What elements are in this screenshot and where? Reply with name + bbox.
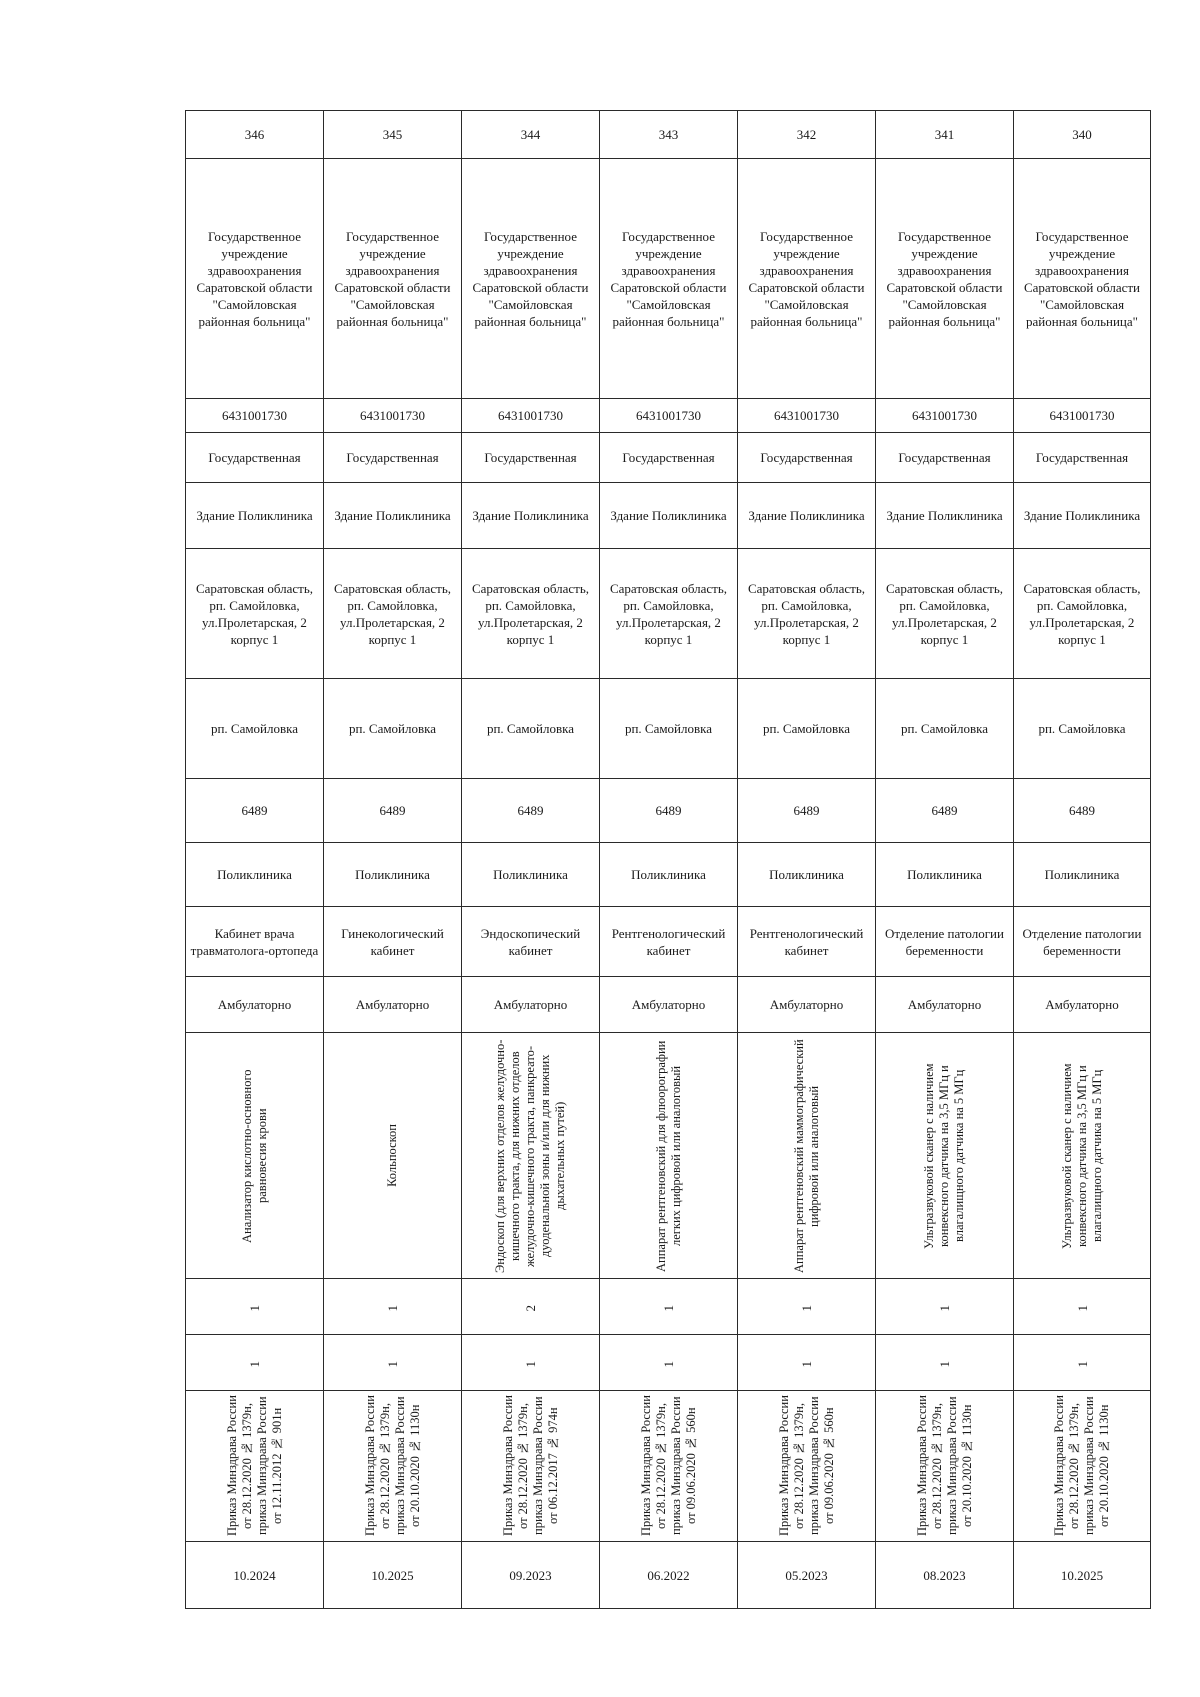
cell-inn: 6431001730 [738,399,876,433]
equipment-text: Ультразвуковой сканер с наличием конвексного датчика на 3,5 МГц и влагалищного датчика на 5 МГц [922,1062,966,1249]
cell-organization: Государственное учреждение здравоохранения Саратовской области "Самойловская районная больница" [738,159,876,399]
row-quantity-a [186,1279,1151,1335]
quantity-a-text: 1 [1074,1304,1090,1311]
cell-population: 6489 [186,779,324,843]
cell-number: 346 [186,111,324,159]
row-number [186,111,1151,159]
cell-ownership: Государственная [324,433,462,483]
cell-unit: Поликлиника [1014,843,1151,907]
cell-equipment [1014,1033,1151,1279]
cell-quantity-a [1014,1279,1151,1335]
cell-date: 05.2023 [738,1542,876,1609]
cell-inn: 6431001730 [876,399,1014,433]
cell-inn: 6431001730 [324,399,462,433]
order-text: Приказ Минздрава России от 28.12.2020 № 1379н, приказ Минздрава России от 06.12.2017 № 974н [500,1395,560,1537]
row-address [186,549,1151,679]
quantity-a-text: 1 [937,1304,952,1311]
order-text: Приказ Минздрава России от 28.12.2020 № 1379н, приказ Минздрава России от 09.06.2020 № 560н [776,1395,836,1537]
cell-population: 6489 [462,779,600,843]
row-locality [186,679,1151,779]
order-text: Приказ Минздрава России от 28.12.2020 № 1379н, приказ Минздрава России от 20.10.2020 № 1130н [1052,1395,1111,1537]
cell-building: Здание Поликлиника [462,483,600,549]
cell-order [600,1391,738,1542]
cell-equipment [462,1033,600,1279]
cell-building: Здание Поликлиника [324,483,462,549]
cell-number: 344 [462,111,600,159]
cell-department: Гинекологический кабинет [324,907,462,977]
cell-quantity-b [876,1335,1014,1391]
cell-quantity-a [462,1279,600,1335]
cell-equipment [600,1033,738,1279]
cell-population: 6489 [1014,779,1151,843]
cell-care-type: Амбулаторно [1014,977,1151,1033]
cell-care-type: Амбулаторно [324,977,462,1033]
cell-address: Саратовская область, рп. Самойловка, ул.Пролетарская, 2 корпус 1 [1014,549,1151,679]
cell-locality: рп. Самойловка [324,679,462,779]
cell-department: Рентгенологический кабинет [738,907,876,977]
cell-address: Саратовская область, рп. Самойловка, ул.Пролетарская, 2 корпус 1 [738,549,876,679]
cell-organization: Государственное учреждение здравоохранения Саратовской области "Самойловская районная больница" [876,159,1014,399]
cell-equipment [876,1033,1014,1279]
cell-building: Здание Поликлиника [876,483,1014,549]
row-order [186,1391,1151,1542]
cell-building: Здание Поликлиника [600,483,738,549]
quantity-b-text: 1 [937,1360,952,1367]
cell-ownership: Государственная [1014,433,1151,483]
cell-organization: Государственное учреждение здравоохранения Саратовской области "Самойловская районная больница" [462,159,600,399]
cell-ownership: Государственная [876,433,1014,483]
row-equipment [186,1033,1151,1279]
cell-inn: 6431001730 [462,399,600,433]
cell-care-type: Амбулаторно [462,977,600,1033]
cell-population: 6489 [324,779,462,843]
cell-unit: Поликлиника [186,843,324,907]
quantity-b-text: 1 [523,1360,538,1367]
order-text: Приказ Минздрава России от 28.12.2020 № 1379н, приказ Минздрава России от 12.11.2012 № 901н [224,1395,284,1537]
quantity-b-text: 1 [799,1360,814,1367]
cell-order [186,1391,324,1542]
equipment-text: Эндоскоп (для верхних отделов желудочно- кишечного тракта, для нижних отделов желудочно-кишечного тракта, панкреато-дуоденальной зоны и/или для нижних дыхательных путей) [493,1038,567,1273]
quantity-b-text: 1 [385,1360,400,1367]
cell-organization: Государственное учреждение здравоохранения Саратовской области "Самойловская районная больница" [186,159,324,399]
cell-quantity-b [324,1335,462,1391]
quantity-a-text: 2 [523,1304,538,1311]
row-inn [186,399,1151,433]
row-date [186,1542,1151,1609]
cell-quantity-b [600,1335,738,1391]
cell-equipment [738,1033,876,1279]
cell-care-type: Амбулаторно [186,977,324,1033]
row-population [186,779,1151,843]
quantity-a-text: 1 [385,1304,400,1311]
cell-equipment [186,1033,324,1279]
cell-ownership: Государственная [600,433,738,483]
cell-organization: Государственное учреждение здравоохранения Саратовской области "Самойловская районная больница" [600,159,738,399]
cell-unit: Поликлиника [738,843,876,907]
cell-care-type: Амбулаторно [876,977,1014,1033]
cell-inn: 6431001730 [600,399,738,433]
cell-locality: рп. Самойловка [186,679,324,779]
cell-organization: Государственное учреждение здравоохранения Саратовской области "Самойловская районная больница" [324,159,462,399]
cell-quantity-b [462,1335,600,1391]
cell-date: 08.2023 [876,1542,1014,1609]
cell-quantity-b [186,1335,324,1391]
cell-unit: Поликлиника [324,843,462,907]
row-department [186,907,1151,977]
cell-quantity-a [186,1279,324,1335]
order-text: Приказ Минздрава России от 28.12.2020 № 1379н, приказ Минздрава России от 09.06.2020 № 560н [638,1395,698,1537]
row-unit [186,843,1151,907]
cell-inn: 6431001730 [1014,399,1151,433]
equipment-text: Анализатор кислотно-основного равновесия крови [239,1068,269,1243]
cell-order [1014,1391,1151,1542]
cell-order [876,1391,1014,1542]
row-ownership [186,433,1151,483]
cell-building: Здание Поликлиника [1014,483,1151,549]
cell-quantity-a [324,1279,462,1335]
quantity-a-text: 1 [799,1304,814,1311]
cell-unit: Поликлиника [462,843,600,907]
cell-ownership: Государственная [186,433,324,483]
cell-address: Саратовская область, рп. Самойловка, ул.Пролетарская, 2 корпус 1 [186,549,324,679]
cell-department: Отделение патологии беременности [876,907,1014,977]
order-text: Приказ Минздрава России от 28.12.2020 № 1379н, приказ Минздрава России от 20.10.2020 № 1130н [914,1395,974,1537]
cell-number: 343 [600,111,738,159]
cell-locality: рп. Самойловка [876,679,1014,779]
cell-date: 10.2025 [324,1542,462,1609]
cell-population: 6489 [600,779,738,843]
cell-date: 10.2025 [1014,1542,1151,1609]
cell-quantity-b [1014,1335,1151,1391]
order-text: Приказ Минздрава России от 28.12.2020 № 1379н, приказ Минздрава России от 20.10.2020 № 1130н [362,1395,422,1537]
cell-care-type: Амбулаторно [738,977,876,1033]
cell-order [462,1391,600,1542]
cell-inn: 6431001730 [186,399,324,433]
equipment-text: Аппарат рентгеновский маммографический цифровой или аналоговый [791,1038,821,1273]
equipment-text: Кольпоскоп [385,1124,399,1187]
row-organization [186,159,1151,399]
cell-department: Рентгенологический кабинет [600,907,738,977]
cell-date: 06.2022 [600,1542,738,1609]
cell-organization: Государственное учреждение здравоохранения Саратовской области "Самойловская районная больница" [1014,159,1151,399]
row-building [186,483,1151,549]
cell-address: Саратовская область, рп. Самойловка, ул.Пролетарская, 2 корпус 1 [876,549,1014,679]
cell-unit: Поликлиника [600,843,738,907]
cell-department: Эндоскопический кабинет [462,907,600,977]
cell-department: Отделение патологии беременности [1014,907,1151,977]
quantity-a-text: 1 [661,1304,676,1311]
cell-department: Кабинет врача травматолога-ортопеда [186,907,324,977]
cell-address: Саратовская область, рп. Самойловка, ул.Пролетарская, 2 корпус 1 [462,549,600,679]
cell-locality: рп. Самойловка [462,679,600,779]
cell-date: 09.2023 [462,1542,600,1609]
equipment-text: Аппарат рентгеновский для флюорографии легких цифровой или аналоговый [653,1039,683,1272]
cell-address: Саратовская область, рп. Самойловка, ул.Пролетарская, 2 корпус 1 [600,549,738,679]
cell-care-type: Амбулаторно [600,977,738,1033]
cell-address: Саратовская область, рп. Самойловка, ул.Пролетарская, 2 корпус 1 [324,549,462,679]
equipment-table [185,110,1151,1609]
cell-quantity-a [876,1279,1014,1335]
quantity-b-text: 1 [247,1360,262,1367]
row-quantity-b [186,1335,1151,1391]
cell-quantity-a [738,1279,876,1335]
cell-locality: рп. Самойловка [738,679,876,779]
cell-locality: рп. Самойловка [1014,679,1151,779]
cell-number: 345 [324,111,462,159]
cell-number: 342 [738,111,876,159]
cell-order [738,1391,876,1542]
cell-ownership: Государственная [738,433,876,483]
cell-building: Здание Поликлиника [738,483,876,549]
cell-quantity-a [600,1279,738,1335]
cell-number: 341 [876,111,1014,159]
cell-population: 6489 [876,779,1014,843]
cell-number: 340 [1014,111,1151,159]
equipment-text: Ультразвуковой сканер с наличием конвексного датчика на 3,5 МГц и влагалищного датчика на 5 МГц [1059,1062,1104,1249]
cell-locality: рп. Самойловка [600,679,738,779]
cell-order [324,1391,462,1542]
cell-date: 10.2024 [186,1542,324,1609]
cell-unit: Поликлиника [876,843,1014,907]
quantity-a-text: 1 [247,1304,262,1311]
quantity-b-text: 1 [661,1360,676,1367]
cell-ownership: Государственная [462,433,600,483]
cell-quantity-b [738,1335,876,1391]
cell-population: 6489 [738,779,876,843]
cell-equipment [324,1033,462,1279]
cell-building: Здание Поликлиника [186,483,324,549]
quantity-b-text: 1 [1074,1360,1090,1367]
row-care-type [186,977,1151,1033]
